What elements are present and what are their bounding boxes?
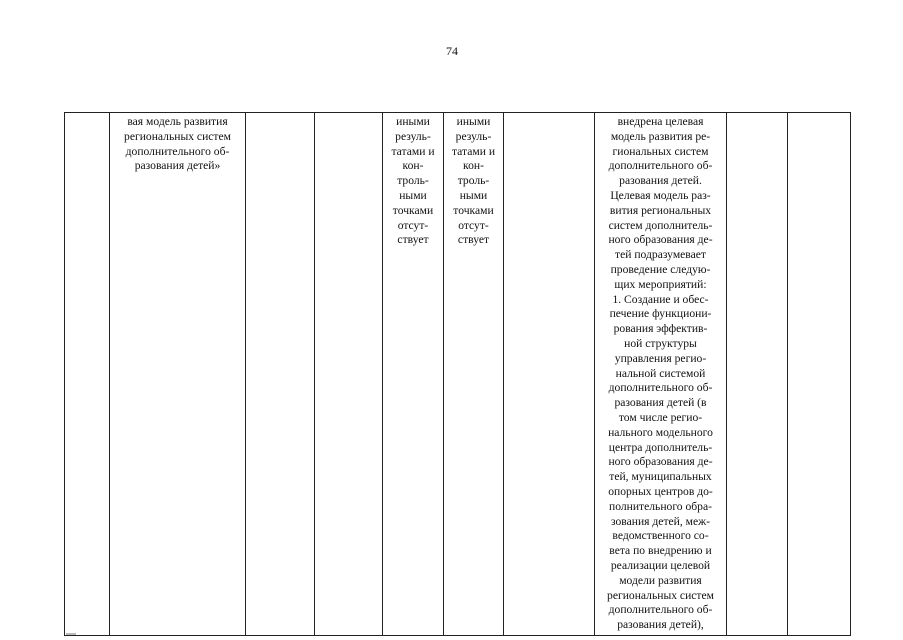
table-cell-results-note: иными резуль- татами и кон- троль- ными точками отсут- ствует <box>444 113 504 636</box>
document-table <box>64 112 851 636</box>
table-cell-description: внедрена целевая модель развития ре- гиональных систем дополнительного об- разования детей. Целевая модель раз- вития региональных систем дополнитель- ного образования де- тей подразумевает проведение следую- щих мероприятий: 1. Создание и обес- печение функциони- рования эффектив- ной структуры управления регио- нальной системой дополнительного об- разования детей (в том числе регио- нального модельного центра дополнитель- ного образования де- тей, муниципальных опорных центров до- полнительного обра- зования детей, меж- ведомственного со- вета по внедрению и реализации целевой модели развития региональных систем дополнительного об- разования детей), <box>595 113 727 636</box>
page-number: 74 <box>446 44 458 58</box>
table-cell <box>315 113 383 636</box>
table-cell <box>788 113 851 636</box>
table-cell <box>246 113 315 636</box>
scan-artifact <box>66 633 76 635</box>
table-cell-project-name: вая модель развития региональных систем дополнительного об- разования детей» <box>110 113 246 636</box>
table-cell <box>727 113 788 636</box>
table-row <box>65 113 851 636</box>
table-cell-results-note: иными резуль- татами и кон- троль- ными точками отсут- ствует <box>383 113 444 636</box>
table-cell <box>504 113 595 636</box>
table-cell <box>65 113 110 636</box>
